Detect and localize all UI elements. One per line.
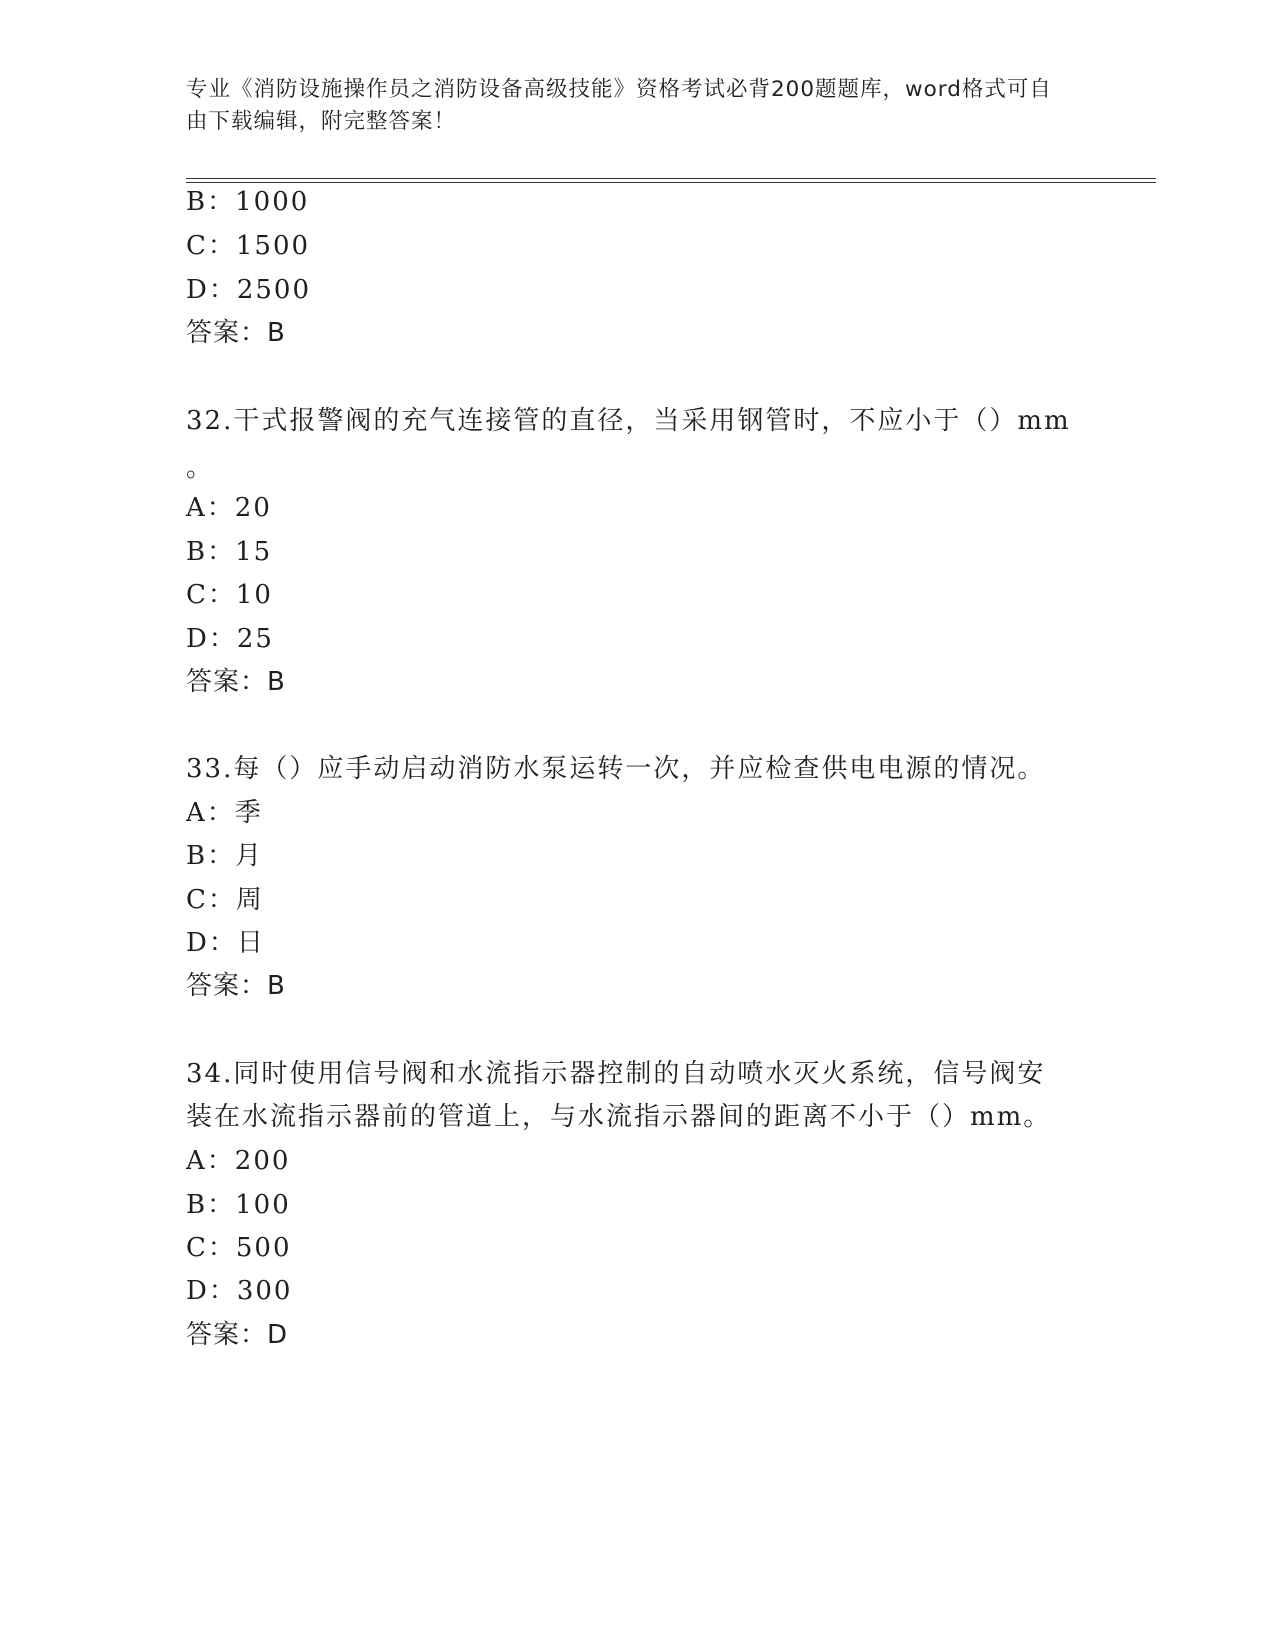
answer-line: 答案：B: [186, 318, 286, 348]
option-d: D：300: [186, 1276, 293, 1306]
question-32-text: 32.干式报警阀的充气连接管的直径，当采用钢管时，不应小于（）mm: [186, 406, 1071, 436]
option-c: C：10: [186, 580, 273, 610]
option-c: C：500: [186, 1233, 292, 1263]
option-a: A：20: [186, 493, 272, 523]
question-33-text: 33.每（）应手动启动消防水泵运转一次，并应检查供电电源的情况。: [186, 754, 1046, 784]
option-c: C：周: [186, 885, 264, 915]
question-34-text-cont: 装在水流指示器前的管道上，与水流指示器间的距离不小于（）mm。: [186, 1102, 1052, 1132]
document-page: [186, 0, 1156, 1650]
option-b: B：100: [186, 1190, 291, 1220]
question-34-text: 34.同时使用信号阀和水流指示器控制的自动喷水灭火系统，信号阀安: [186, 1059, 1046, 1089]
header-divider: [186, 178, 1156, 183]
question-32-text-cont: 。: [186, 453, 215, 483]
option-b: B：月: [186, 841, 264, 871]
option-b: B：15: [186, 537, 273, 567]
option-d: D：日: [186, 928, 265, 958]
option-d: D：25: [186, 624, 274, 654]
answer-line: 答案：D: [186, 1320, 289, 1350]
option-d: D：2500: [186, 275, 312, 305]
option-b: B：1000: [186, 187, 310, 217]
option-c: C：1500: [186, 231, 311, 261]
option-a: A：200: [186, 1146, 291, 1176]
answer-line: 答案：B: [186, 667, 286, 697]
document-header: 专业《消防设施操作员之消防设备高级技能》资格考试必背200题题库，word格式可自由下载编辑，附完整答案！: [186, 77, 1052, 134]
option-a: A：季: [186, 798, 263, 828]
answer-line: 答案：B: [186, 971, 286, 1001]
